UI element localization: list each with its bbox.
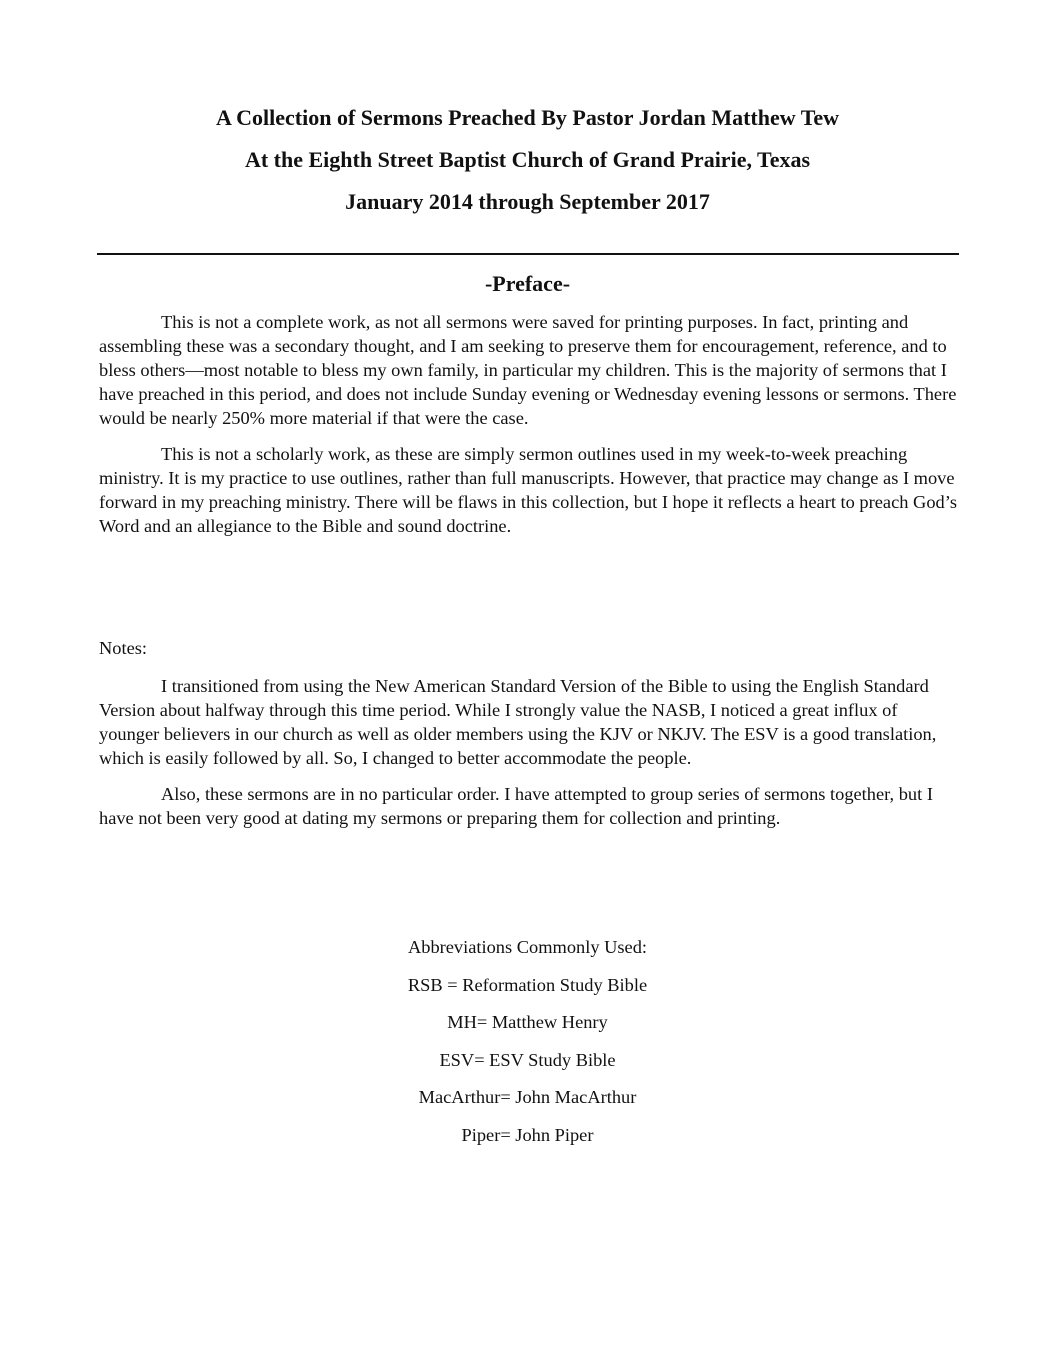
horizontal-divider [97, 253, 959, 255]
abbreviation-item: MH= Matthew Henry [447, 1012, 608, 1033]
title-block [0, 97, 1055, 223]
preface-body [99, 310, 961, 538]
abbreviation-item: ESV= ESV Study Bible [439, 1049, 616, 1070]
preface-heading: -Preface- [484, 271, 571, 296]
abbreviations-heading: Abbreviations Commonly Used: [407, 937, 648, 957]
title-line-3: January 2014 through September 2017 [345, 189, 710, 214]
preface-paragraph: This is not a scholarly work, as these are simply sermon outlines used in my week-to-week preaching ministry. It is my practice to use outlines, rather than full manuscripts. However, that practice may change as I move forward in my preaching ministry. There will be flaws in this collection, but I hope it reflects a heart to preach God’s Word and an allegiance to the Bible and sound doctrine. [99, 444, 957, 536]
title-line-2: At the Eighth Street Baptist Church of Grand Prairie, Texas [244, 147, 811, 172]
notes-paragraph: Also, these sermons are in no particular order. I have attempted to group series of sermons together, but I have not been very good at dating my sermons or preparing them for collection and printing. [99, 784, 933, 828]
notes-paragraph: I transitioned from using the New American Standard Version of the Bible to using the English Standard Version about halfway through this time period. While I strongly value the NASB, I noticed a great influx of younger believers in our church as well as older members using the KJV or NKJV. The ESV is a good translation, which is easily followed by all. So, I changed to better accommodate the people. [99, 676, 937, 768]
notes-label: Notes: [99, 638, 148, 658]
preface-paragraph: This is not a complete work, as not all sermons were saved for printing purposes. In fact, printing and assembling these was a secondary thought, and I am seeking to preserve them for encouragement, reference, and to bless others—most notable to bless my own family, in particular my children. This is the majority of sermons that I have preached in this period, and does not include Sunday evening or Wednesday evening lessons or sermons. There would be nearly 250% more material if that were the case. [99, 312, 957, 428]
abbreviation-item: MacArthur= John MacArthur [418, 1087, 637, 1108]
title-line-1: A Collection of Sermons Preached By Pastor Jordan Matthew Tew [215, 105, 840, 130]
abbreviation-item: Piper= John Piper [461, 1124, 594, 1145]
abbreviations-list [0, 929, 1055, 1155]
notes-body [99, 674, 961, 830]
abbreviation-item: RSB = Reformation Study Bible [407, 974, 648, 995]
